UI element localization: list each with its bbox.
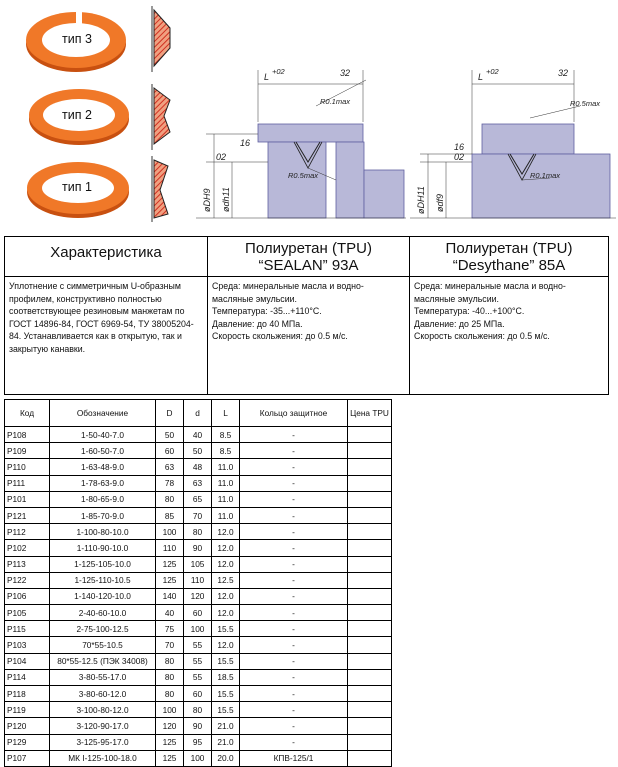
cell-L: 11.0 bbox=[212, 491, 240, 507]
cell-L: 21.0 bbox=[212, 718, 240, 734]
technical-illustration bbox=[0, 0, 618, 232]
cell-code: Р118 bbox=[5, 686, 50, 702]
spec-line: Температура: -35...+110°С. bbox=[212, 306, 322, 317]
cell-ring: - bbox=[240, 718, 348, 734]
spec-line: Среда: минеральные масла и водно-масляные эмульсии. bbox=[414, 281, 566, 304]
table-row bbox=[5, 734, 392, 750]
cell-d: 60 bbox=[184, 686, 212, 702]
cell-ring: - bbox=[240, 702, 348, 718]
cell-L: 12.0 bbox=[212, 524, 240, 540]
cell-price bbox=[348, 588, 392, 604]
cell-price bbox=[348, 443, 392, 459]
cell-price bbox=[348, 475, 392, 491]
cell-L: 12.0 bbox=[212, 540, 240, 556]
cell-code: Р122 bbox=[5, 572, 50, 588]
cell-d: 55 bbox=[184, 637, 212, 653]
cell-D: 80 bbox=[156, 686, 184, 702]
cell-name: 1-78-63-9.0 bbox=[50, 475, 156, 491]
spec-line: Среда: минеральные масла и водно-масляные эмульсии. bbox=[212, 281, 364, 304]
characteristics-block bbox=[4, 236, 609, 395]
table-row bbox=[5, 621, 392, 637]
cell-price bbox=[348, 750, 392, 766]
cell-code: Р111 bbox=[5, 475, 50, 491]
cell-D: 100 bbox=[156, 702, 184, 718]
spec-line: Скорость скольжения: до 0.5 м/с. bbox=[212, 331, 348, 342]
ring-type-1-label: тип 1 bbox=[62, 180, 92, 194]
cell-d: 65 bbox=[184, 491, 212, 507]
cell-L: 8.5 bbox=[212, 427, 240, 443]
material-desythane-name: Полиуретан (TPU) bbox=[445, 240, 573, 257]
cell-d: 80 bbox=[184, 702, 212, 718]
material-desythane-grade: “Desythane” 85A bbox=[452, 257, 566, 274]
table-row bbox=[5, 427, 392, 443]
spec-line: Скорость скольжения: до 0.5 м/с. bbox=[414, 331, 550, 342]
cell-D: 120 bbox=[156, 718, 184, 734]
cell-D: 85 bbox=[156, 507, 184, 523]
cell-D: 40 bbox=[156, 605, 184, 621]
cell-d: 50 bbox=[184, 443, 212, 459]
drawing-left bbox=[196, 62, 406, 222]
drawing-right bbox=[410, 62, 616, 222]
cell-name: 1-60-50-7.0 bbox=[50, 443, 156, 459]
cell-price bbox=[348, 734, 392, 750]
cell-name: МК I-125-100-18.0 bbox=[50, 750, 156, 766]
cell-name: 1-85-70-9.0 bbox=[50, 507, 156, 523]
cell-price bbox=[348, 427, 392, 443]
cell-L: 8.5 bbox=[212, 443, 240, 459]
cell-code: Р102 bbox=[5, 540, 50, 556]
cell-name: 80*55-12.5 (ПЭК 34008) bbox=[50, 653, 156, 669]
cell-d: 90 bbox=[184, 540, 212, 556]
cell-ring: - bbox=[240, 491, 348, 507]
cell-L: 11.0 bbox=[212, 475, 240, 491]
col-header-price: Цена TPU bbox=[348, 400, 392, 427]
cell-D: 125 bbox=[156, 750, 184, 766]
cell-d: 90 bbox=[184, 718, 212, 734]
cell-name: 3-120-90-17.0 bbox=[50, 718, 156, 734]
cell-L: 12.0 bbox=[212, 556, 240, 572]
cell-code: Р121 bbox=[5, 507, 50, 523]
cell-price bbox=[348, 637, 392, 653]
cell-d: 105 bbox=[184, 556, 212, 572]
cell-code: Р109 bbox=[5, 443, 50, 459]
dim-r-top-right: 32 bbox=[558, 68, 569, 78]
material-sealan-name: Полиуретан (TPU) bbox=[245, 240, 372, 257]
characteristics-description: Уплотнение с симметричным U-образным профилем, конструктивно полностью соответствующее резиновым манжетам по ГОСТ 14896-84, ГОСТ 6969-54, ТУ 38005204-84. Устанавливается как в открытую, так и закрытую канавки. bbox=[9, 281, 194, 354]
cell-L: 11.0 bbox=[212, 459, 240, 475]
cell-ring: - bbox=[240, 427, 348, 443]
cell-L: 15.5 bbox=[212, 686, 240, 702]
cell-name: 1-63-48-9.0 bbox=[50, 459, 156, 475]
cell-code: Р120 bbox=[5, 718, 50, 734]
dim-dh-left: ødh11 bbox=[221, 187, 231, 212]
cell-code: Р107 bbox=[5, 750, 50, 766]
cell-L: 15.5 bbox=[212, 621, 240, 637]
cell-ring: - bbox=[240, 621, 348, 637]
cell-name: 1-125-110-10.5 bbox=[50, 572, 156, 588]
cell-ring: - bbox=[240, 588, 348, 604]
dim-02-right: 02 bbox=[454, 152, 465, 162]
cell-d: 60 bbox=[184, 605, 212, 621]
cell-ring: - bbox=[240, 572, 348, 588]
table-row bbox=[5, 475, 392, 491]
cell-L: 12.0 bbox=[212, 605, 240, 621]
table-row bbox=[5, 524, 392, 540]
cell-ring: - bbox=[240, 443, 348, 459]
cell-code: Р113 bbox=[5, 556, 50, 572]
col-header-code: Код bbox=[5, 400, 50, 427]
table-row bbox=[5, 507, 392, 523]
dim-rmax-right: R0.5max bbox=[570, 99, 601, 108]
table-row bbox=[5, 637, 392, 653]
cell-code: Р104 bbox=[5, 653, 50, 669]
cell-D: 100 bbox=[156, 524, 184, 540]
cell-code: Р101 bbox=[5, 491, 50, 507]
material-desythane-column bbox=[410, 237, 608, 394]
cell-name: 1-50-40-7.0 bbox=[50, 427, 156, 443]
cell-ring: - bbox=[240, 653, 348, 669]
cell-ring: - bbox=[240, 475, 348, 491]
cell-d: 80 bbox=[184, 524, 212, 540]
cell-D: 125 bbox=[156, 734, 184, 750]
cell-ring: - bbox=[240, 556, 348, 572]
cell-d: 40 bbox=[184, 427, 212, 443]
dim-dh-right: ødf9 bbox=[435, 193, 445, 212]
cell-D: 125 bbox=[156, 556, 184, 572]
material-sealan-column bbox=[208, 237, 410, 394]
cell-price bbox=[348, 702, 392, 718]
dim-L-right: L bbox=[478, 72, 484, 82]
characteristics-header: Характеристика bbox=[5, 237, 207, 277]
material-desythane-header bbox=[410, 237, 608, 277]
cell-L: 11.0 bbox=[212, 507, 240, 523]
cell-d: 55 bbox=[184, 653, 212, 669]
cell-price bbox=[348, 653, 392, 669]
cell-L: 12.5 bbox=[212, 572, 240, 588]
cell-D: 80 bbox=[156, 653, 184, 669]
cell-ring: - bbox=[240, 459, 348, 475]
cell-name: 1-140-120-10.0 bbox=[50, 588, 156, 604]
cell-D: 78 bbox=[156, 475, 184, 491]
cell-ring: - bbox=[240, 605, 348, 621]
table-row bbox=[5, 443, 392, 459]
dim-rsmall-left: R0.5max bbox=[288, 171, 319, 180]
spec-line: Давление: до 40 МПа. bbox=[212, 318, 303, 329]
cell-ring: - bbox=[240, 524, 348, 540]
cell-name: 3-100-80-12.0 bbox=[50, 702, 156, 718]
table-row bbox=[5, 540, 392, 556]
cell-d: 70 bbox=[184, 507, 212, 523]
cell-price bbox=[348, 605, 392, 621]
table-body bbox=[5, 427, 392, 767]
table-row bbox=[5, 588, 392, 604]
cell-L: 15.5 bbox=[212, 653, 240, 669]
col-header-name: Обозначение bbox=[50, 400, 156, 427]
cell-price bbox=[348, 556, 392, 572]
table-row bbox=[5, 556, 392, 572]
cell-price bbox=[348, 491, 392, 507]
ring-type-3-label: тип 3 bbox=[62, 32, 92, 46]
cell-name: 1-125-105-10.0 bbox=[50, 556, 156, 572]
dim-L-left: L bbox=[264, 72, 270, 82]
cell-ring: - bbox=[240, 637, 348, 653]
table-row bbox=[5, 605, 392, 621]
cell-L: 18.5 bbox=[212, 669, 240, 685]
cell-D: 63 bbox=[156, 459, 184, 475]
cell-code: Р110 bbox=[5, 459, 50, 475]
table-row bbox=[5, 669, 392, 685]
dim-02-left: 02 bbox=[216, 152, 227, 162]
cell-d: 55 bbox=[184, 669, 212, 685]
cell-L: 12.0 bbox=[212, 588, 240, 604]
table-header-row bbox=[5, 400, 392, 427]
cell-name: 1-100-80-10.0 bbox=[50, 524, 156, 540]
cell-code: Р129 bbox=[5, 734, 50, 750]
cell-d: 48 bbox=[184, 459, 212, 475]
material-sealan-specs bbox=[208, 277, 409, 343]
dim-16-left: 16 bbox=[240, 138, 251, 148]
cell-D: 75 bbox=[156, 621, 184, 637]
cell-d: 120 bbox=[184, 588, 212, 604]
dim-16-right: 16 bbox=[454, 142, 465, 152]
cell-name: 2-40-60-10.0 bbox=[50, 605, 156, 621]
cell-ring: - bbox=[240, 507, 348, 523]
table-row bbox=[5, 491, 392, 507]
cell-d: 110 bbox=[184, 572, 212, 588]
seals-table bbox=[4, 399, 392, 767]
table-row bbox=[5, 459, 392, 475]
cell-price bbox=[348, 524, 392, 540]
ring-type-2-label: тип 2 bbox=[62, 108, 92, 122]
cell-name: 1-110-90-10.0 bbox=[50, 540, 156, 556]
table-row bbox=[5, 653, 392, 669]
cell-price bbox=[348, 507, 392, 523]
cell-L: 21.0 bbox=[212, 734, 240, 750]
cell-price bbox=[348, 686, 392, 702]
cell-name: 2-75-100-12.5 bbox=[50, 621, 156, 637]
cell-code: Р108 bbox=[5, 427, 50, 443]
col-header-d: d bbox=[184, 400, 212, 427]
cell-price bbox=[348, 540, 392, 556]
cell-price bbox=[348, 621, 392, 637]
cell-D: 110 bbox=[156, 540, 184, 556]
cell-code: Р105 bbox=[5, 605, 50, 621]
dim-rsmall-right: R0.1max bbox=[530, 171, 561, 180]
dim-DH-left: øDH9 bbox=[202, 188, 212, 212]
cell-code: Р112 bbox=[5, 524, 50, 540]
cell-price bbox=[348, 459, 392, 475]
dim-r-top-left: 32 bbox=[340, 68, 351, 78]
dim-rmax-left: R0.1max bbox=[320, 97, 351, 106]
cell-name: 70*55-10.5 bbox=[50, 637, 156, 653]
cell-price bbox=[348, 572, 392, 588]
cell-name: 3-80-55-17.0 bbox=[50, 669, 156, 685]
cell-name: 3-125-95-17.0 bbox=[50, 734, 156, 750]
characteristics-description-column bbox=[5, 237, 208, 394]
cell-code: Р103 bbox=[5, 637, 50, 653]
cell-L: 20.0 bbox=[212, 750, 240, 766]
col-header-D: D bbox=[156, 400, 184, 427]
cell-L: 15.5 bbox=[212, 702, 240, 718]
cell-code: Р106 bbox=[5, 588, 50, 604]
cell-d: 100 bbox=[184, 621, 212, 637]
cell-price bbox=[348, 669, 392, 685]
spec-line: Давление: до 25 МПа. bbox=[414, 318, 505, 329]
profile-sections bbox=[146, 4, 176, 224]
cell-D: 70 bbox=[156, 637, 184, 653]
cell-code: Р119 bbox=[5, 702, 50, 718]
spec-line: Температура: -40...+100°С. bbox=[414, 306, 525, 317]
cell-ring: - bbox=[240, 686, 348, 702]
table-row bbox=[5, 750, 392, 766]
cell-L: 12.0 bbox=[212, 637, 240, 653]
cell-ring: - bbox=[240, 540, 348, 556]
cell-ring: - bbox=[240, 669, 348, 685]
cell-price bbox=[348, 718, 392, 734]
cell-name: 3-80-60-12.0 bbox=[50, 686, 156, 702]
material-sealan-grade: “SEALAN” 93A bbox=[258, 257, 359, 274]
table-row bbox=[5, 718, 392, 734]
cell-D: 80 bbox=[156, 669, 184, 685]
cell-name: 1-80-65-9.0 bbox=[50, 491, 156, 507]
cell-d: 100 bbox=[184, 750, 212, 766]
cell-D: 140 bbox=[156, 588, 184, 604]
material-desythane-specs bbox=[410, 277, 608, 343]
cell-D: 50 bbox=[156, 427, 184, 443]
table-row bbox=[5, 686, 392, 702]
col-header-ring: Кольцо защитное bbox=[240, 400, 348, 427]
table-row bbox=[5, 572, 392, 588]
cell-code: Р115 bbox=[5, 621, 50, 637]
cell-D: 60 bbox=[156, 443, 184, 459]
cell-ring: КПВ-125/1 bbox=[240, 750, 348, 766]
dim-L-tol-left: +02 bbox=[272, 67, 285, 76]
cell-d: 95 bbox=[184, 734, 212, 750]
material-sealan-header bbox=[208, 237, 409, 277]
dim-DH-right: øDH11 bbox=[416, 186, 426, 214]
cell-d: 63 bbox=[184, 475, 212, 491]
table-row bbox=[5, 702, 392, 718]
cell-ring: - bbox=[240, 734, 348, 750]
cell-code: Р114 bbox=[5, 669, 50, 685]
col-header-L: L bbox=[212, 400, 240, 427]
dim-L-tol-right: +02 bbox=[486, 67, 499, 76]
cell-D: 80 bbox=[156, 491, 184, 507]
cell-D: 125 bbox=[156, 572, 184, 588]
